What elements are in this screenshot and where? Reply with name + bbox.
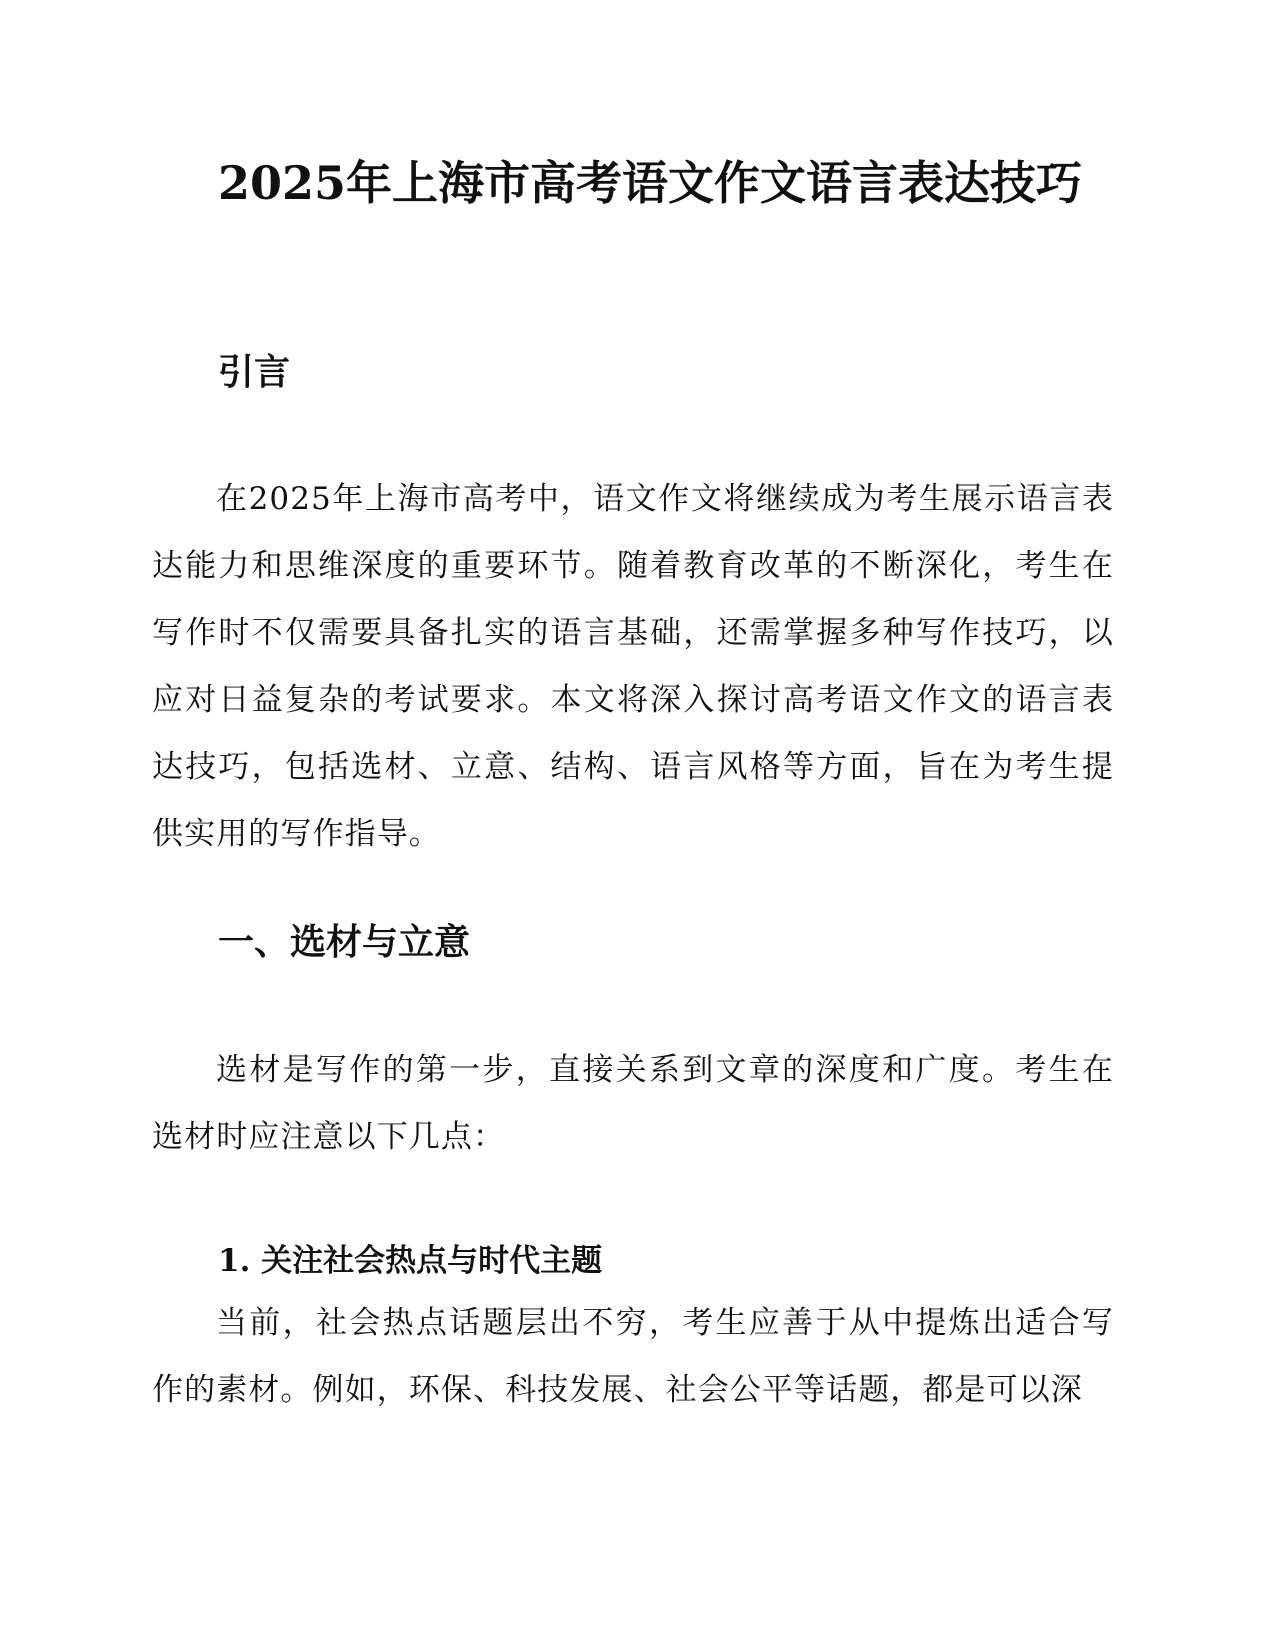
point-paragraph-social-topics: 当前，社会热点话题层出不穷，考生应善于从中提炼出适合写作的素材。例如，环保、科技发展、社会公平等话题，都是可以深 bbox=[152, 1305, 1114, 1408]
selection-paragraph: 选材是写作的第一步，直接关系到文章的深度和广度。考生在选材时应注意以下几点： bbox=[152, 1052, 1114, 1155]
section-heading-selection: 一、选材与立意 bbox=[218, 922, 471, 963]
section-heading-intro: 引言 bbox=[218, 352, 291, 393]
document-title: 2025年上海市高考语文作文语言表达技巧 bbox=[217, 156, 1083, 210]
intro-paragraph: 在2025年上海市高考中，语文作文将继续成为考生展示语言表达能力和思维深度的重要环节。随着教育改革的不断深化，考生在写作时不仅需要具备扎实的语言基础，还需掌握多种写作技巧，以应对日益复杂的考试要求。本文将深入探讨高考语文作文的语言表达技巧，包括选材、立意、结构、语言风格等方面，旨在为考生提供实用的写作指导。 bbox=[152, 481, 1114, 852]
point-heading-social-topics: 1. 关注社会热点与时代主题 bbox=[218, 1243, 603, 1279]
